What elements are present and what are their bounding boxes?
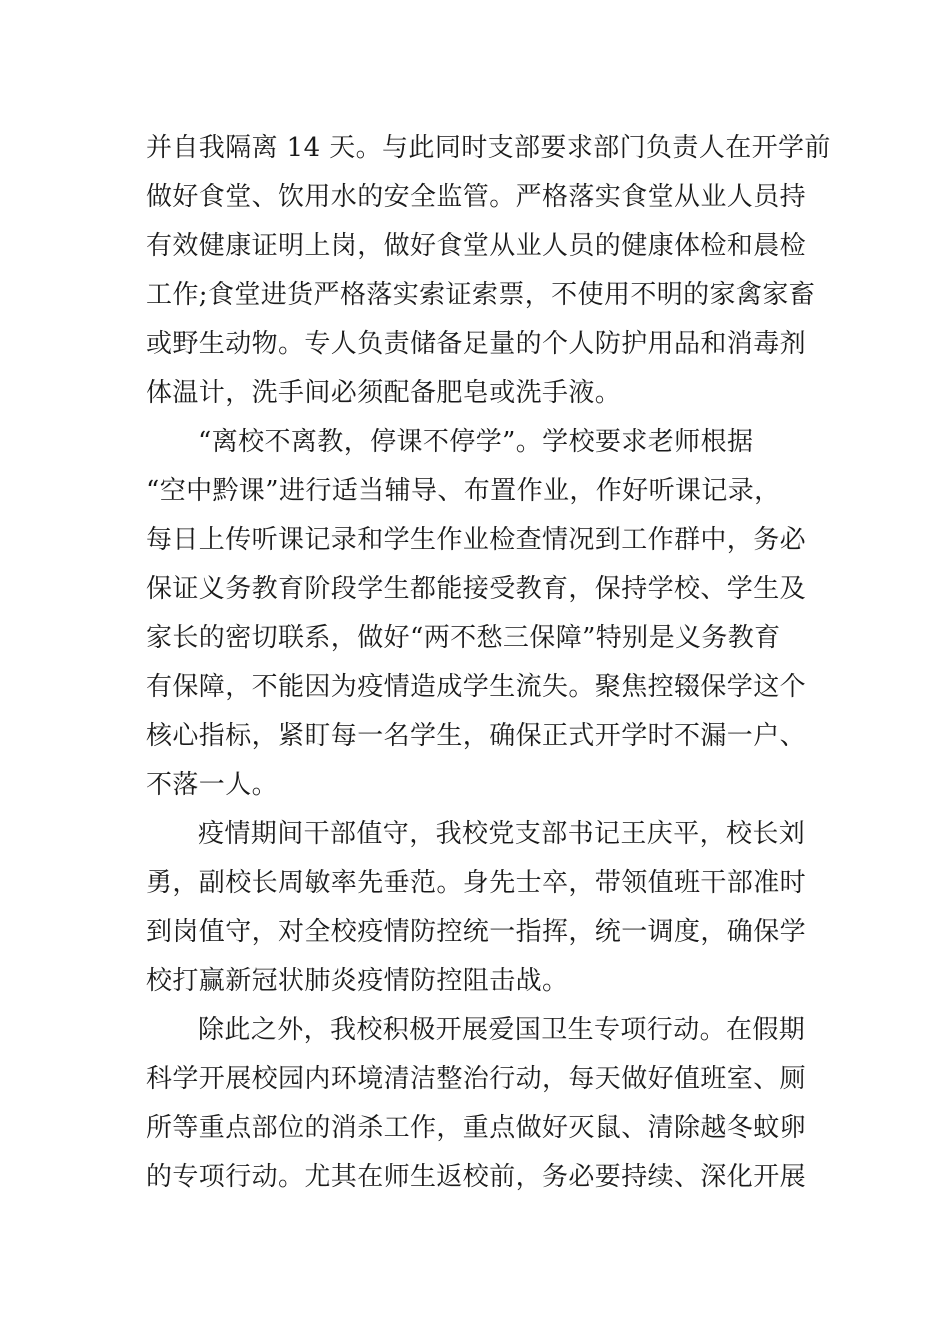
text-line: 每日上传听课记录和学生作业检查情况到工作群中，务必: [146, 525, 807, 555]
text-line: 或野生动物。专人负责储备足量的个人防护用品和消毒剂: [146, 329, 807, 359]
text-line: 的专项行动。尤其在师生返校前，务必要持续、深化开展: [146, 1162, 807, 1192]
text-line: 保证义务教育阶段学生都能接受教育，保持学校、学生及: [146, 574, 807, 604]
text-line: “离校不离教，停课不停学”。学校要求老师根据: [198, 427, 754, 457]
text-line: 所等重点部位的消杀工作，重点做好灭鼠、清除越冬蚊卵: [146, 1113, 807, 1143]
text-line: 核心指标，紧盯每一名学生，确保正式开学时不漏一户、: [146, 721, 807, 751]
document-body: [146, 124, 831, 1202]
text-line: 并自我隔离 14 天。与此同时支部要求部门负责人在开学前: [146, 133, 831, 163]
text-line: 疫情期间干部值守，我校党支部书记王庆平，校长刘: [198, 819, 806, 849]
text-line: 除此之外，我校积极开展爱国卫生专项行动。在假期: [198, 1015, 806, 1045]
text-line: “空中黔课”进行适当辅导、布置作业，作好听课记录，: [146, 476, 781, 506]
paragraph-4: [146, 1006, 810, 1202]
text-line: 到岗值守，对全校疫情防控统一指挥，统一调度，确保学: [146, 917, 807, 947]
paragraph-3: [146, 810, 810, 1006]
text-line: 校打赢新冠状肺炎疫情防控阻击战。: [146, 966, 569, 996]
paragraph-1: [146, 124, 831, 418]
text-line: 做好食堂、饮用水的安全监管。严格落实食堂从业人员持: [146, 182, 807, 212]
text-line: 体温计，洗手间必须配备肥皂或洗手液。: [146, 378, 622, 408]
text-line: 家长的密切联系，做好“两不愁三保障”特别是义务教育: [146, 623, 781, 653]
text-line: 有保障，不能因为疫情造成学生流失。聚焦控辍保学这个: [146, 672, 807, 702]
paragraph-2: [146, 418, 810, 810]
text-line: 不落一人。: [146, 770, 279, 800]
text-line: 工作;食堂进货严格落实索证索票，不使用不明的家禽家畜: [146, 280, 816, 310]
text-line: 勇，副校长周敏率先垂范。身先士卒，带领值班干部准时: [146, 868, 807, 898]
text-line: 有效健康证明上岗，做好食堂从业人员的健康体检和晨检: [146, 231, 807, 261]
text-line: 科学开展校园内环境清洁整治行动，每天做好值班室、厕: [146, 1064, 807, 1094]
